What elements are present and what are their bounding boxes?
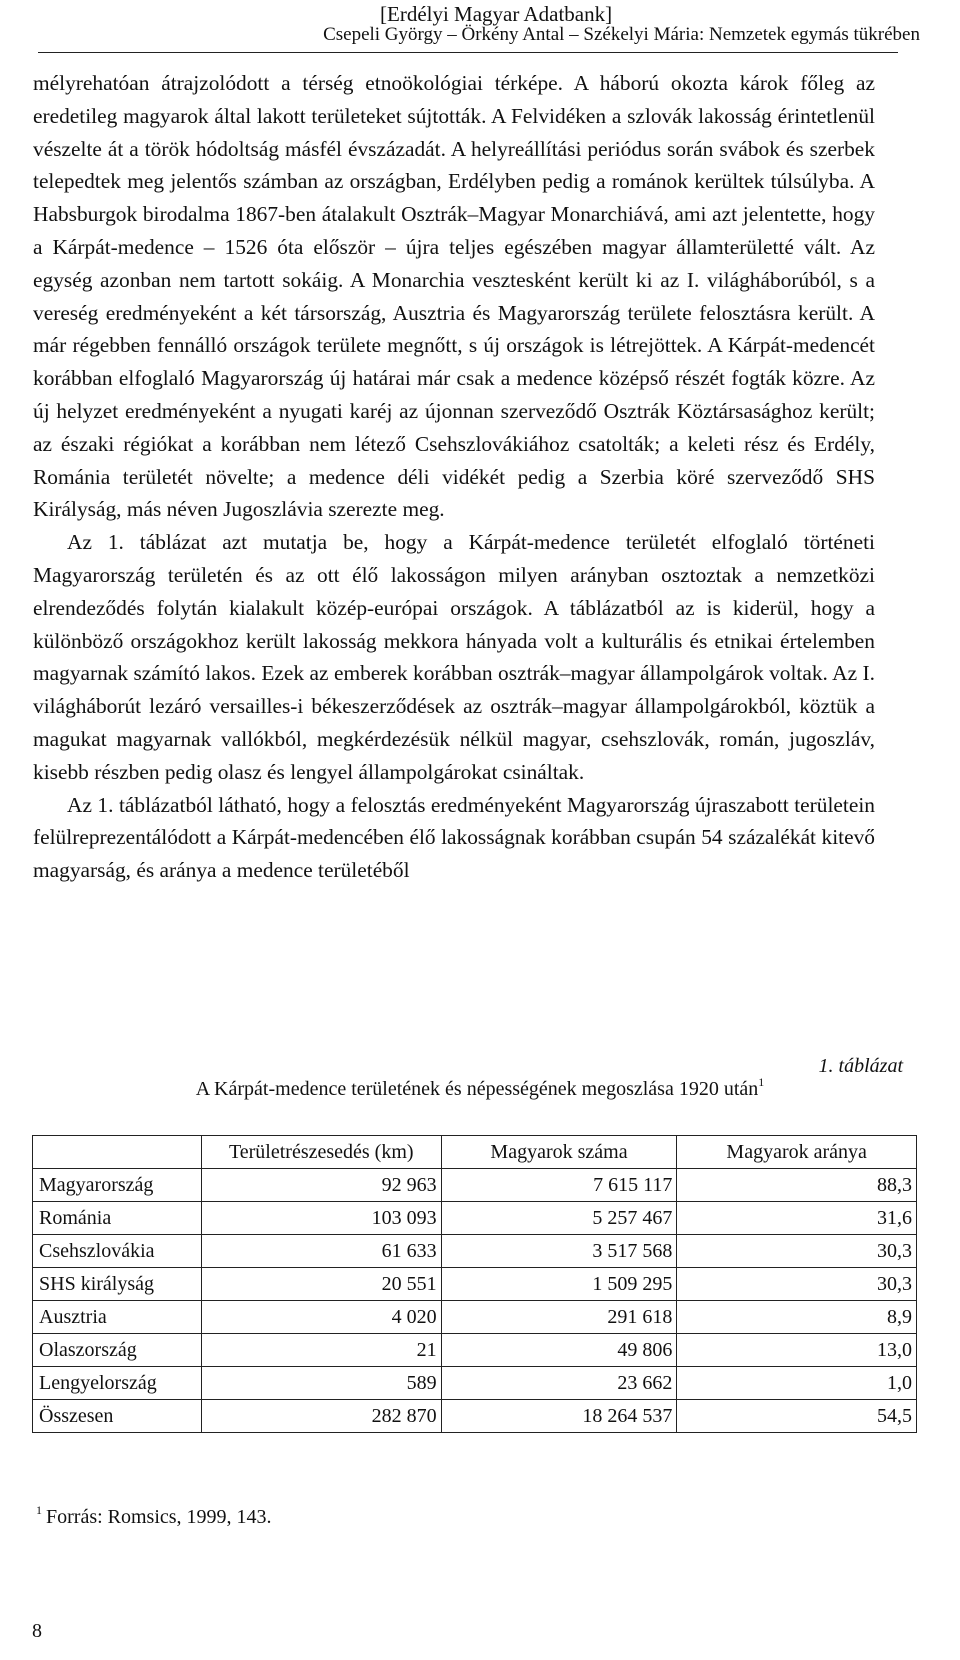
paragraph: Az 1. táblázatból látható, hogy a felosztás eredményeként Magyarország újraszabott területein felülreprezentálódott a Kárpát-medencében élő lakosságnak korábban csupán 54 százalékát kitevő magyarság, és aránya a medence területéből [33, 792, 875, 883]
country-cell: Olaszország [33, 1334, 202, 1367]
table-title-text: A Kárpát-medence területének és népességének megoszlása 1920 után [195, 1078, 759, 1100]
table-header-cell: Magyarok aránya [677, 1136, 917, 1169]
hungarians-count-cell: 291 618 [441, 1301, 677, 1334]
table-row [33, 1169, 917, 1202]
body-text [33, 67, 875, 887]
area-cell: 20 551 [201, 1268, 441, 1301]
paragraph: mélyrehatóan átrajzolódott a térség etnoökológiai térképe. A háború okozta károk főleg az eredetileg magyarok által lakott területeket sújtották. A Felvidéken a szlovák lakosság érintetlenül vészelte át a török hódoltság másfél évszázadát. A helyreállítási periódus során svábok és szerbek telepedtek meg jelentős számban az országban, Erdélyben pedig a románok kerültek túlsúlyba. A Habsburgok birodalma 1867-ben átalakult Osztrák–Magyar Monarchiává, ami azt jelentette, hogy a Kárpát-medence – 1526 óta először – újra teljes egészében magyar államterületté vált. Az egység azonban nem tartott sokáig. A Monarchia vesztesként került ki az I. világháborúból, s a vereség eredményeként a két társország, Ausztria és Magyarország területe felosztásra került. A már régebben fennálló országok területe megnőtt, s új országok is létrejöttek. A Kárpát-medencét korábban elfoglaló Magyarország új határai már csak a medence középső részét fogták közre. Az új helyzet eredményeként a nyugati karéj az újonnan szerveződő Osztrák Köztársasághoz került; az északi régiókat a korábban nem létező Csehszlovákiához csatolták; a keleti rész és Erdély, Románia területét növelte; a medence déli vidékét pedig a Szerbia köré szerveződő SHS Királyság, más néven Jugoszlávia szerezte meg. [33, 71, 875, 522]
table-row [33, 1202, 917, 1235]
table-header-row [33, 1136, 917, 1169]
area-cell: 21 [201, 1334, 441, 1367]
hungarians-count-cell: 49 806 [441, 1334, 677, 1367]
data-table [32, 1135, 917, 1433]
table-row [33, 1301, 917, 1334]
header-authors-title: Csepeli György – Örkény Antal – Székelyi Mária: Nemzetek egymás tükrében [323, 24, 920, 45]
footnote-mark: 1 [758, 1075, 765, 1089]
country-cell: Csehszlovákia [33, 1235, 202, 1268]
footnote-mark: 1 [36, 1503, 42, 1517]
table-label: 1. táblázat [818, 1055, 903, 1077]
area-cell: 282 870 [201, 1400, 441, 1433]
country-cell: Lengyelország [33, 1367, 202, 1400]
hungarians-count-cell: 5 257 467 [441, 1202, 677, 1235]
hungarians-ratio-cell: 8,9 [677, 1301, 917, 1334]
page-header [0, 0, 960, 52]
hungarians-count-cell: 18 264 537 [441, 1400, 677, 1433]
table-row [33, 1334, 917, 1367]
hungarians-count-cell: 23 662 [441, 1367, 677, 1400]
paragraph: Az 1. táblázat azt mutatja be, hogy a Kárpát-medence területét elfoglaló történeti Magyarország területén és az ott élő lakosságon milyen arányban osztoztak a nemzetközi elrendeződés folytán kialakult közép-európai országok. A táblázatból az is kiderül, hogy a különböző országokhoz került lakosság mekkora hányada volt a kulturális és etnikai értelemben magyarnak számító lakos. Ezek az emberek korábban osztrák–magyar állampolgárok voltak. Az I. világháborút lezáró versailles-i békeszerződések az osztrák–magyar állampolgárokból, köztük a magukat magyarnak vallókból, megkérdezésük nélkül magyar, csehszlovák, román, jugoszláv, kisebb részben pedig olasz és lengyel állampolgárokat csináltak. [33, 530, 875, 784]
area-cell: 589 [201, 1367, 441, 1400]
table-header-cell: Magyarok száma [441, 1136, 677, 1169]
footnote-text: Forrás: Romsics, 1999, 143. [46, 1506, 272, 1528]
table-row-total [33, 1400, 917, 1433]
table-header-cell: Területrészesedés (km) [201, 1136, 441, 1169]
area-cell: 4 020 [201, 1301, 441, 1334]
hungarians-ratio-cell: 30,3 [677, 1268, 917, 1301]
header-source: [Erdélyi Magyar Adatbank] [380, 2, 613, 26]
country-cell: Összesen [33, 1400, 202, 1433]
hungarians-ratio-cell: 1,0 [677, 1367, 917, 1400]
country-cell: Ausztria [33, 1301, 202, 1334]
table-row [33, 1367, 917, 1400]
footnote [36, 1503, 272, 1529]
table-row [33, 1268, 917, 1301]
country-cell: Románia [33, 1202, 202, 1235]
hungarians-count-cell: 7 615 117 [441, 1169, 677, 1202]
hungarians-ratio-cell: 31,6 [677, 1202, 917, 1235]
area-cell: 61 633 [201, 1235, 441, 1268]
area-cell: 103 093 [201, 1202, 441, 1235]
hungarians-count-cell: 3 517 568 [441, 1235, 677, 1268]
area-cell: 92 963 [201, 1169, 441, 1202]
hungarians-ratio-cell: 54,5 [677, 1400, 917, 1433]
hungarians-ratio-cell: 13,0 [677, 1334, 917, 1367]
table-header-cell [33, 1136, 202, 1169]
hungarians-count-cell: 1 509 295 [441, 1268, 677, 1301]
hungarians-ratio-cell: 88,3 [677, 1169, 917, 1202]
table-row [33, 1235, 917, 1268]
country-cell: Magyarország [33, 1169, 202, 1202]
page-number: 8 [32, 1620, 42, 1642]
header-rule [38, 52, 898, 53]
hungarians-ratio-cell: 30,3 [677, 1235, 917, 1268]
country-cell: SHS királyság [33, 1268, 202, 1301]
table-title [0, 1075, 960, 1101]
